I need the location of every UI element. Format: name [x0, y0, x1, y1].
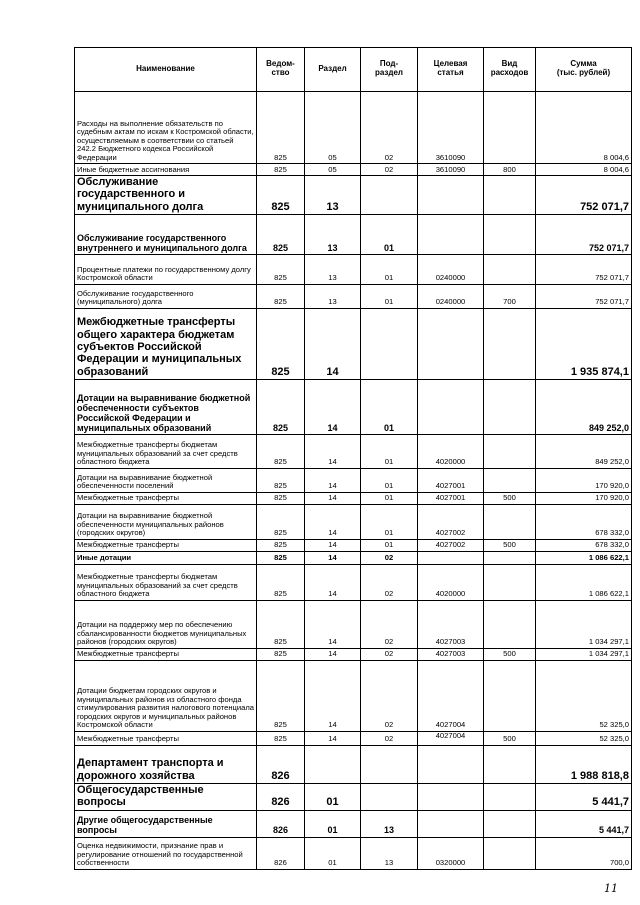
- cell-cs: 0240000: [418, 284, 484, 308]
- cell-cs: 4027003: [418, 648, 484, 660]
- cell-sum: 1 086 622,1: [536, 551, 632, 564]
- cell-podrazdel: [361, 308, 418, 379]
- cell-podrazdel: [361, 745, 418, 783]
- cell-vr: [484, 837, 536, 869]
- cell-cs: 3610090: [418, 92, 484, 164]
- cell-cs: [418, 783, 484, 810]
- table-row: [75, 214, 632, 254]
- cell-podrazdel: 13: [361, 810, 418, 837]
- cell-podrazdel: 02: [361, 92, 418, 164]
- cell-cs: [418, 745, 484, 783]
- cell-cs: 4027002: [418, 504, 484, 539]
- cell-vr: [484, 379, 536, 434]
- cell-razdel: 14: [305, 308, 361, 379]
- cell-cs: [418, 551, 484, 564]
- cell-razdel: 01: [305, 837, 361, 869]
- header-sum: Сумма (тыс. рублей): [536, 48, 632, 92]
- cell-sum: 170 920,0: [536, 468, 632, 492]
- cell-vr: [484, 745, 536, 783]
- cell-razdel: 01: [305, 783, 361, 810]
- table-row: [75, 745, 632, 783]
- cell-sum: 8 004,6: [536, 164, 632, 176]
- cell-name: Дотации бюджетам городских округов и муниципальных районов из областного фонда стимулирования развития налогового потенциала городских округов и муниципальных районов Костромской области: [75, 660, 257, 731]
- cell-cs: [418, 308, 484, 379]
- cell-podrazdel: 02: [361, 660, 418, 731]
- cell-vr: 700: [484, 284, 536, 308]
- table-row: [75, 648, 632, 660]
- cell-ved: 826: [257, 745, 305, 783]
- table-row: [75, 810, 632, 837]
- cell-podrazdel: 02: [361, 648, 418, 660]
- cell-ved: 825: [257, 308, 305, 379]
- table-row: [75, 837, 632, 869]
- cell-vr: [484, 308, 536, 379]
- cell-vr: [484, 254, 536, 284]
- cell-cs: [418, 176, 484, 215]
- cell-cs: 4027002: [418, 539, 484, 551]
- cell-ved: 825: [257, 284, 305, 308]
- cell-ved: 825: [257, 254, 305, 284]
- header-razdel: Раздел: [305, 48, 361, 92]
- cell-sum: 52 325,0: [536, 731, 632, 745]
- cell-ved: 825: [257, 600, 305, 648]
- table-header-row: [75, 48, 632, 92]
- cell-ved: 825: [257, 492, 305, 504]
- cell-podrazdel: 13: [361, 837, 418, 869]
- cell-sum: 752 071,7: [536, 284, 632, 308]
- cell-sum: 5 441,7: [536, 783, 632, 810]
- table-row: [75, 434, 632, 468]
- cell-sum: 170 920,0: [536, 492, 632, 504]
- cell-name: Оценка недвижимости, признание прав и регулирование отношений по государственной собственности: [75, 837, 257, 869]
- cell-vr: [484, 600, 536, 648]
- cell-razdel: 14: [305, 492, 361, 504]
- cell-razdel: 14: [305, 434, 361, 468]
- cell-podrazdel: 02: [361, 551, 418, 564]
- table-row: [75, 600, 632, 648]
- cell-cs: 0240000: [418, 254, 484, 284]
- cell-podrazdel: 02: [361, 600, 418, 648]
- cell-cs: 0320000: [418, 837, 484, 869]
- cell-cs: 4027001: [418, 468, 484, 492]
- cell-vr: [484, 504, 536, 539]
- cell-name: Межбюджетные трансферты бюджетам муниципальных образований за счет средств областного бюджета: [75, 564, 257, 600]
- cell-podrazdel: 01: [361, 379, 418, 434]
- table-row: [75, 660, 632, 731]
- cell-name: Иные дотации: [75, 551, 257, 564]
- cell-sum: 52 325,0: [536, 660, 632, 731]
- cell-vr: [484, 810, 536, 837]
- cell-cs: [418, 214, 484, 254]
- cell-podrazdel: 01: [361, 468, 418, 492]
- cell-name: Межбюджетные трансферты: [75, 492, 257, 504]
- budget-table: [74, 47, 632, 870]
- cell-podrazdel: 01: [361, 284, 418, 308]
- cell-sum: 752 071,7: [536, 254, 632, 284]
- cell-sum: 1 034 297,1: [536, 648, 632, 660]
- table-row: [75, 92, 632, 164]
- cell-ved: 825: [257, 648, 305, 660]
- cell-ved: 825: [257, 551, 305, 564]
- cell-podrazdel: 02: [361, 164, 418, 176]
- header-name: Наименование: [75, 48, 257, 92]
- cell-vr: [484, 660, 536, 731]
- header-podrazdel: Под- раздел: [361, 48, 418, 92]
- cell-sum: 700,0: [536, 837, 632, 869]
- cell-sum: 1 935 874,1: [536, 308, 632, 379]
- cell-ved: 826: [257, 810, 305, 837]
- cell-ved: 825: [257, 164, 305, 176]
- cell-cs: 3610090: [418, 164, 484, 176]
- cell-ved: 826: [257, 783, 305, 810]
- cell-razdel: 14: [305, 551, 361, 564]
- cell-sum: 1 086 622,1: [536, 564, 632, 600]
- table-row: [75, 164, 632, 176]
- cell-podrazdel: [361, 783, 418, 810]
- cell-vr: 500: [484, 492, 536, 504]
- cell-podrazdel: 02: [361, 564, 418, 600]
- cell-razdel: 05: [305, 164, 361, 176]
- cell-ved: 825: [257, 660, 305, 731]
- cell-sum: 752 071,7: [536, 176, 632, 215]
- cell-name: Межбюджетные трансферты: [75, 648, 257, 660]
- cell-ved: 825: [257, 504, 305, 539]
- cell-vr: [484, 214, 536, 254]
- cell-sum: 1 034 297,1: [536, 600, 632, 648]
- cell-sum: 8 004,6: [536, 92, 632, 164]
- cell-name: Межбюджетные трансферты общего характера бюджетам субъектов Российской Федерации и муниципальных образований: [75, 308, 257, 379]
- cell-razdel: 14: [305, 660, 361, 731]
- cell-sum: 5 441,7: [536, 810, 632, 837]
- cell-podrazdel: 02: [361, 731, 418, 745]
- cell-ved: 825: [257, 379, 305, 434]
- cell-vr: [484, 434, 536, 468]
- cell-vr: 500: [484, 539, 536, 551]
- table-row: [75, 731, 632, 745]
- cell-razdel: 14: [305, 379, 361, 434]
- cell-razdel: 13: [305, 284, 361, 308]
- cell-name: Дотации на выравнивание бюджетной обеспеченности субъектов Российской Федерации и муниципальных образований: [75, 379, 257, 434]
- cell-razdel: 14: [305, 731, 361, 745]
- cell-razdel: 13: [305, 176, 361, 215]
- cell-name: Межбюджетные трансферты бюджетам муниципальных образований за счет средств областного бюджета: [75, 434, 257, 468]
- cell-ved: 825: [257, 176, 305, 215]
- cell-sum: 849 252,0: [536, 434, 632, 468]
- cell-name: Межбюджетные трансферты: [75, 731, 257, 745]
- cell-razdel: 14: [305, 468, 361, 492]
- cell-name: Дотации на выравнивание бюджетной обеспеченности муниципальных районов (городских округов): [75, 504, 257, 539]
- cell-ved: 825: [257, 564, 305, 600]
- cell-razdel: 14: [305, 600, 361, 648]
- cell-ved: 825: [257, 731, 305, 745]
- cell-name: Процентные платежи по государственному долгу Костромской области: [75, 254, 257, 284]
- cell-name: Межбюджетные трансферты: [75, 539, 257, 551]
- table-row: [75, 308, 632, 379]
- cell-vr: 500: [484, 731, 536, 745]
- cell-cs: 4027004: [418, 660, 484, 731]
- cell-podrazdel: 01: [361, 214, 418, 254]
- cell-ved: 825: [257, 434, 305, 468]
- cell-ved: 825: [257, 214, 305, 254]
- cell-podrazdel: 01: [361, 504, 418, 539]
- cell-vr: 500: [484, 648, 536, 660]
- table-row: [75, 504, 632, 539]
- cell-cs: [418, 379, 484, 434]
- cell-sum: 678 332,0: [536, 539, 632, 551]
- cell-sum: 678 332,0: [536, 504, 632, 539]
- cell-podrazdel: 01: [361, 254, 418, 284]
- cell-vr: [484, 176, 536, 215]
- table-row: [75, 176, 632, 215]
- cell-razdel: 13: [305, 254, 361, 284]
- table-row: [75, 783, 632, 810]
- cell-razdel: 14: [305, 648, 361, 660]
- header-ved: Ведом- ство: [257, 48, 305, 92]
- cell-vr: [484, 783, 536, 810]
- cell-name: Другие общегосударственные вопросы: [75, 810, 257, 837]
- cell-name: Общегосударственные вопросы: [75, 783, 257, 810]
- cell-name: Обслуживание государственного (муниципального) долга: [75, 284, 257, 308]
- page-number: 11: [604, 882, 618, 895]
- cell-cs: 4027003: [418, 600, 484, 648]
- table-row: [75, 284, 632, 308]
- cell-cs: 4020000: [418, 564, 484, 600]
- cell-razdel: 01: [305, 810, 361, 837]
- cell-cs: 4020000: [418, 434, 484, 468]
- cell-podrazdel: 01: [361, 434, 418, 468]
- table-row: [75, 379, 632, 434]
- cell-podrazdel: 01: [361, 492, 418, 504]
- cell-vr: 800: [484, 164, 536, 176]
- cell-vr: [484, 92, 536, 164]
- cell-name: Обслуживание государственного внутреннего и муниципального долга: [75, 214, 257, 254]
- cell-ved: 825: [257, 468, 305, 492]
- table-row: [75, 564, 632, 600]
- cell-cs: 4027004: [418, 731, 484, 745]
- table-row: [75, 551, 632, 564]
- cell-sum: 752 071,7: [536, 214, 632, 254]
- cell-name: Иные бюджетные ассигнования: [75, 164, 257, 176]
- cell-cs: [418, 810, 484, 837]
- cell-ved: 825: [257, 539, 305, 551]
- cell-razdel: 14: [305, 504, 361, 539]
- cell-vr: [484, 468, 536, 492]
- cell-razdel: 13: [305, 214, 361, 254]
- table-row: [75, 254, 632, 284]
- cell-name: Дотации на поддержку мер по обеспечению сбалансированности бюджетов муниципальных районов (городских округов): [75, 600, 257, 648]
- cell-podrazdel: [361, 176, 418, 215]
- cell-razdel: 14: [305, 539, 361, 551]
- cell-sum: 849 252,0: [536, 379, 632, 434]
- table-row: [75, 468, 632, 492]
- cell-ved: 826: [257, 837, 305, 869]
- cell-name: Расходы на выполнение обязательств по судебным актам по искам к Костромской области, осуществляемым в соответствии со статьей 242.2 Бюджетного кодекса Российской Федерации: [75, 92, 257, 164]
- cell-razdel: [305, 745, 361, 783]
- cell-podrazdel: 01: [361, 539, 418, 551]
- cell-vr: [484, 564, 536, 600]
- cell-cs: 4027001: [418, 492, 484, 504]
- cell-name: Обслуживание государственного и муниципального долга: [75, 176, 257, 215]
- cell-vr: [484, 551, 536, 564]
- header-cs: Целевая статья: [418, 48, 484, 92]
- table-row: [75, 539, 632, 551]
- cell-name: Дотации на выравнивание бюджетной обеспеченности поселений: [75, 468, 257, 492]
- table-row: [75, 492, 632, 504]
- cell-razdel: 14: [305, 564, 361, 600]
- cell-razdel: 05: [305, 92, 361, 164]
- cell-ved: 825: [257, 92, 305, 164]
- header-vr: Вид расходов: [484, 48, 536, 92]
- cell-sum: 1 988 818,8: [536, 745, 632, 783]
- cell-name: Департамент транспорта и дорожного хозяйства: [75, 745, 257, 783]
